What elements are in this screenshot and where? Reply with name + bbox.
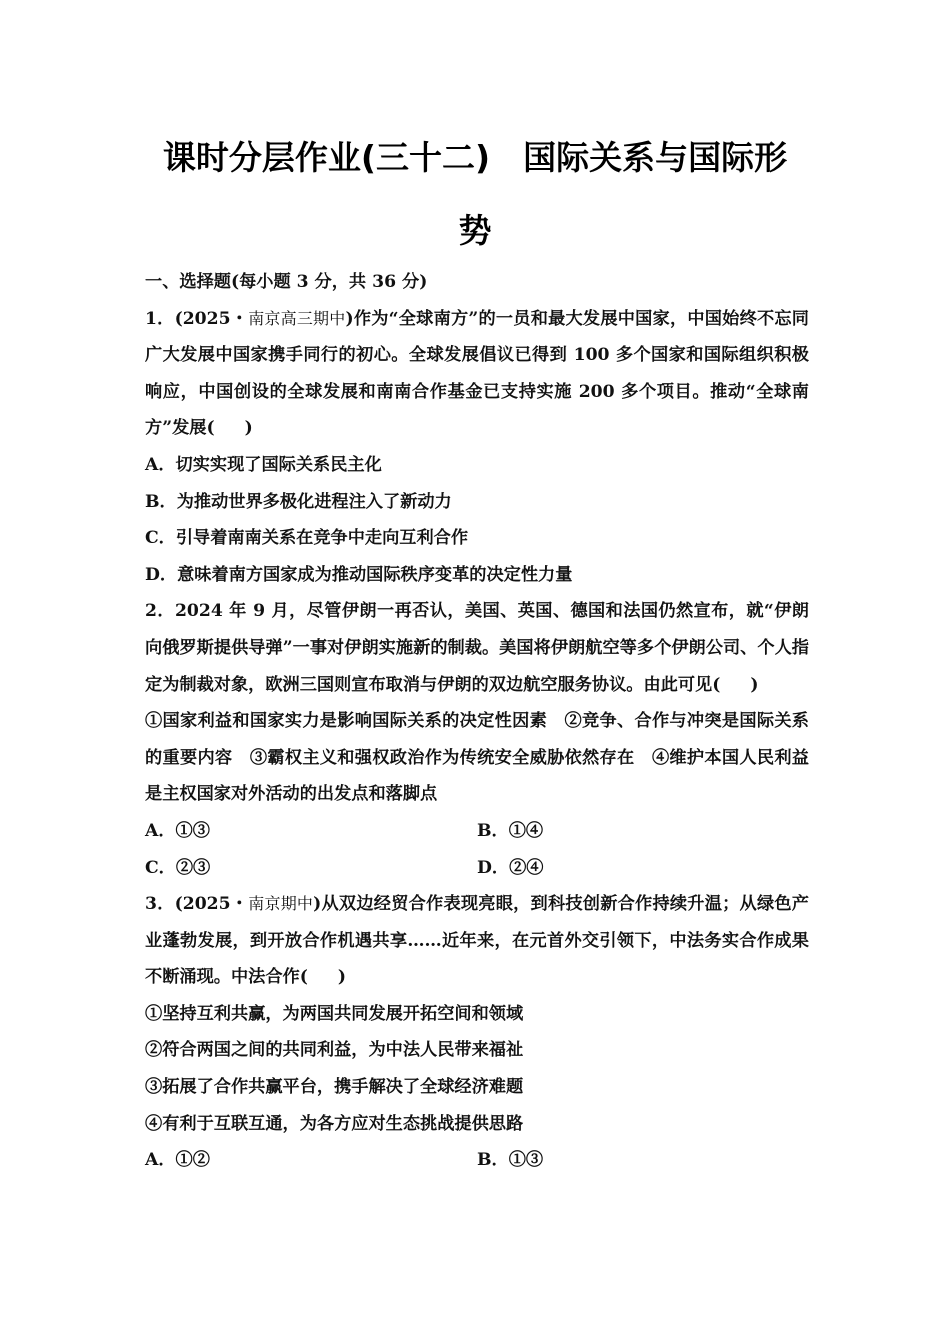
question-3-option-a[interactable]: A．①② xyxy=(145,1150,210,1171)
question-1-stem: 1．(2025・南京高三期中)作为“全球南方”的一员和最大发展中国家，中国始终不忘同广大发展中国家携手同行的初心。全球发展倡议已得到 100 多个国家和国际组织积极响应，中国创设的全球发展和南南合作基金已支持实施 200 多个项目。推动“全球南方”发展( ) xyxy=(145,308,809,439)
question-3-item-1: ①坚持互利共赢，为两国共同发展开拓空间和领域 xyxy=(145,1003,524,1024)
question-2-option-b[interactable]: B．①④ xyxy=(477,820,544,841)
question-1-option-b[interactable]: B．为推动世界多极化进程注入了新动力 xyxy=(145,491,452,512)
question-3-item-4: ④有利于互联互通，为各方应对生态挑战提供思路 xyxy=(145,1113,524,1134)
question-2-options-row-2 xyxy=(145,850,809,887)
question-3-stem: 3．(2025・南京期中)从双边经贸合作表现亮眼，到科技创新合作持续升温；从绿色产业蓬勃发展，到开放合作机遇共享……近年来，在元首外交引领下，中法务实合作成果不断涌现。中法合作( ) xyxy=(145,894,809,988)
question-2-stem: 2．2024 年 9 月，尽管伊朗一再否认，美国、英国、德国和法国仍然宣布，就“伊朗向俄罗斯提供导弹”一事对伊朗实施新的制裁。美国将伊朗航空等多个伊朗公司、个人指定为制裁对象，欧洲三国则宣布取消与伊朗的双边航空服务协议。由此可见( ) xyxy=(145,601,809,695)
question-1-option-a[interactable]: A．切实实现了国际关系民主化 xyxy=(145,454,382,475)
question-3-item-3: ③拓展了合作共赢平台，携手解决了全球经济难题 xyxy=(145,1077,524,1098)
question-1-option-c[interactable]: C．引导着南南关系在竞争中走向互利合作 xyxy=(145,528,469,549)
question-2-option-a[interactable]: A．①③ xyxy=(145,820,210,841)
question-3-option-b[interactable]: B．①③ xyxy=(477,1150,544,1171)
question-3-source: 南京期中 xyxy=(248,894,314,914)
section-heading: 一、选择题(每小题 3 分，共 36 分) xyxy=(145,272,428,292)
question-3-options-row-1 xyxy=(145,1142,809,1179)
question-1-option-d[interactable]: D．意味着南方国家成为推动国际秩序变革的决定性力量 xyxy=(145,564,573,585)
question-1-text: )作为“全球南方”的一员和最大发展中国家，中国始终不忘同广大发展中国家携手同行的初心。全球发展倡议已得到 100 多个国家和国际组织积极响应，中国创设的全球发展和南南合作基金已支持实施 200 多个项目。推动“全球南方”发展( xyxy=(145,308,809,439)
question-2-option-d[interactable]: D．②④ xyxy=(477,857,544,878)
question-2-option-c[interactable]: C．②③ xyxy=(145,857,211,878)
worksheet-content xyxy=(145,264,809,1179)
question-3-item-2: ②符合两国之间的共同利益，为中法人民带来福祉 xyxy=(145,1040,524,1061)
page-title-line-1: 课时分层作业(三十二) 国际关系与国际形 xyxy=(162,138,788,177)
question-3-number: 3．(2025・ xyxy=(145,894,249,915)
page-title-line-2: 势 xyxy=(458,211,492,250)
question-2-options-row-1 xyxy=(145,813,809,850)
question-2-items: ①国家利益和国家实力是影响国际关系的决定性因素 ②竞争、合作与冲突是国际关系的重要内容 ③霸权主义和强权政治作为传统安全威胁依然存在 ④维护本国人民利益是主权国家对外活动的出发点和落脚点 xyxy=(145,711,809,805)
question-1-number: 1．(2025・ xyxy=(145,308,249,329)
question-1-source: 南京高三期中 xyxy=(248,308,346,328)
